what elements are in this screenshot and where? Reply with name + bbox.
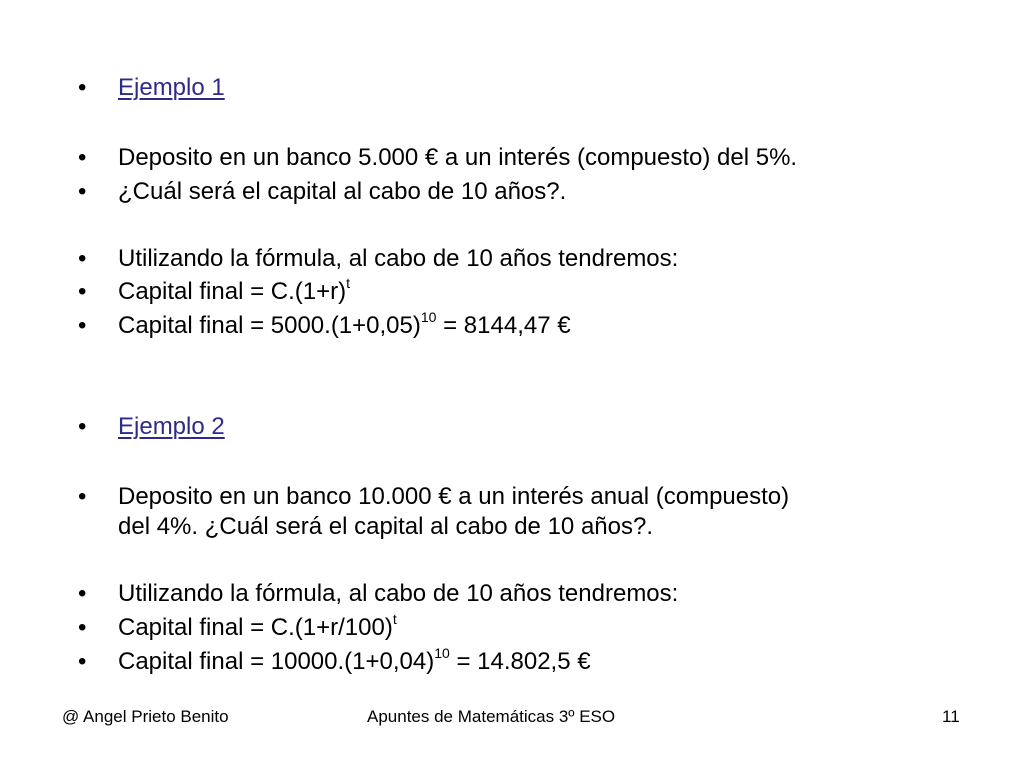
example2-statement-line1: Deposito en un banco 10.000 € a un interés anual (compuesto) — [118, 483, 790, 510]
bullet: • — [78, 245, 87, 272]
example1-result — [118, 310, 571, 342]
example1-intro: Utilizando la fórmula, al cabo de 10 años tendremos: — [118, 245, 679, 272]
example2-result-exponent: 10 — [434, 645, 450, 661]
example1-result-value: = 8144,47 € — [436, 312, 571, 339]
example1-result-exponent: 10 — [420, 309, 437, 325]
example1-formula — [118, 276, 350, 308]
example1-formula-exponent: t — [346, 275, 350, 291]
bullet: • — [78, 483, 87, 510]
bullet: • — [78, 413, 87, 440]
bullet: • — [78, 278, 87, 305]
example2-formula-base: Capital final = C.(1+r/100) — [118, 614, 393, 641]
bullet: • — [78, 312, 87, 339]
bullet: • — [78, 74, 87, 101]
bullet: • — [78, 178, 87, 205]
page-number: 11 — [942, 707, 960, 726]
example2-intro: Utilizando la fórmula, al cabo de 10 años tendremos: — [118, 580, 679, 607]
example2-heading: Ejemplo 2 — [118, 413, 225, 440]
example2-formula-exponent: t — [392, 611, 397, 627]
example1-statement: Deposito en un banco 5.000 € a un interés (compuesto) del 5%. — [118, 144, 798, 171]
bullet: • — [78, 144, 87, 171]
footer-author: @ Angel Prieto Benito — [62, 707, 229, 726]
example1-result-base: Capital final = 5000.(1+0,05) — [118, 312, 421, 339]
example1-formula-base: Capital final = C.(1+r) — [118, 278, 347, 305]
example2-formula — [118, 612, 397, 644]
bullet: • — [78, 648, 87, 675]
example2-result-value: = 14.802,5 € — [449, 648, 591, 675]
bullet: • — [78, 614, 87, 641]
footer-course: Apuntes de Matemáticas 3º ESO — [367, 707, 616, 726]
example1-heading: Ejemplo 1 — [118, 74, 225, 101]
bullet: • — [78, 580, 87, 607]
example2-result-base: Capital final = 10000.(1+0,04) — [118, 648, 435, 675]
example2-result — [118, 646, 591, 678]
example1-question: ¿Cuál será el capital al cabo de 10 años?. — [118, 178, 567, 205]
example2-statement-line2: del 4%. ¿Cuál será el capital al cabo de 10 años?. — [118, 513, 653, 540]
